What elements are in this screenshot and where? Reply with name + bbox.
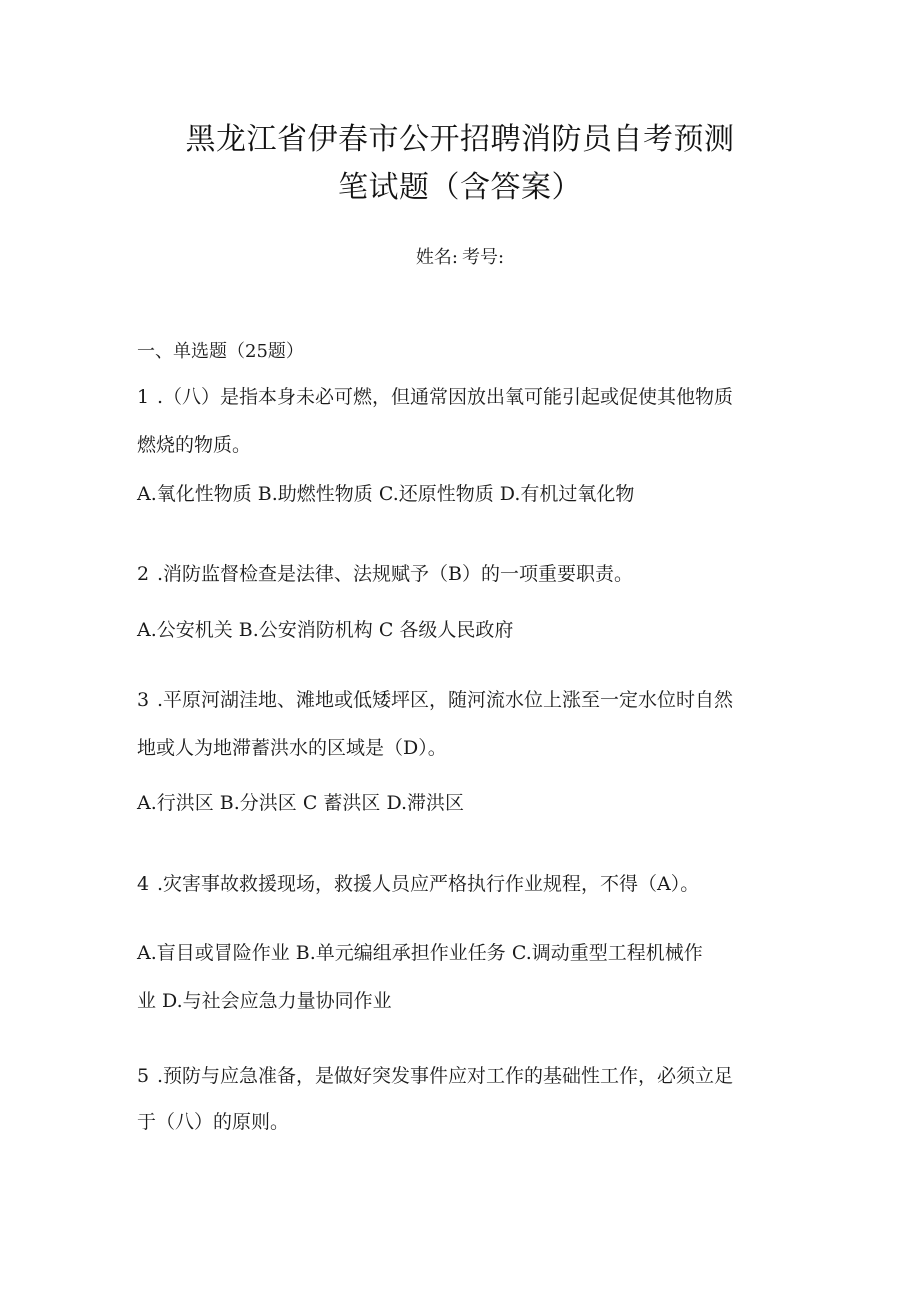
question-text: .预防与应急准备，是做好突发事件应对工作的基础性工作，必须立足 bbox=[157, 1065, 734, 1087]
question-3-line-1 bbox=[137, 688, 733, 712]
document-title-line-2: 笔试题（含答案） bbox=[338, 170, 582, 205]
question-text: .灾害事故救援现场，救援人员应严格执行作业规程，不得（A）。 bbox=[157, 873, 700, 895]
exam-id-label: 考号: bbox=[462, 247, 505, 268]
document-title-line-1: 黑龙江省伊春市公开招聘消防员自考预测 bbox=[185, 122, 735, 157]
candidate-info-line bbox=[0, 246, 920, 270]
name-label: 姓名: bbox=[415, 247, 458, 268]
question-5-line-1 bbox=[137, 1064, 733, 1088]
question-text: .消防监督检查是法律、法规赋予（B）的一项重要职责。 bbox=[157, 563, 634, 585]
question-4-options-line-1: A.盲目或冒险作业 B.单元编组承担作业任务 C.调动重型工程机械作 bbox=[137, 942, 703, 964]
question-3-line-2: 地或人为地滞蓄洪水的区域是（D）。 bbox=[137, 737, 447, 759]
question-2-options: A.公安机关 B.公安消防机构 C 各级人民政府 bbox=[137, 619, 514, 641]
question-text: .平原河湖洼地、滩地或低矮坪区，随河流水位上涨至一定水位时自然 bbox=[157, 689, 734, 711]
question-2-line-1 bbox=[137, 562, 633, 586]
question-1-options: A.氧化性物质 B.助燃性物质 C.还原性物质 D.有机过氧化物 bbox=[137, 483, 635, 505]
question-1-line-2: 燃烧的物质。 bbox=[137, 434, 252, 456]
question-4-line-1 bbox=[137, 872, 699, 896]
section-heading: 一、单选题（25题） bbox=[137, 341, 304, 362]
question-number: 2 bbox=[137, 563, 150, 585]
question-number: 4 bbox=[137, 873, 150, 895]
question-4-options-line-2: 业 D.与社会应急力量协同作业 bbox=[137, 990, 392, 1012]
question-number: 5 bbox=[137, 1065, 150, 1087]
question-3-options: A.行洪区 B.分洪区 C 蓄洪区 D.滞洪区 bbox=[137, 792, 465, 814]
question-5-line-2: 于（八）的原则。 bbox=[137, 1111, 290, 1133]
question-1-line-1 bbox=[137, 385, 733, 409]
question-number: 3 bbox=[137, 689, 150, 711]
question-number: 1 bbox=[137, 386, 150, 408]
question-text: .（八）是指本身未必可燃，但通常因放出氧可能引起或促使其他物质 bbox=[157, 386, 734, 408]
